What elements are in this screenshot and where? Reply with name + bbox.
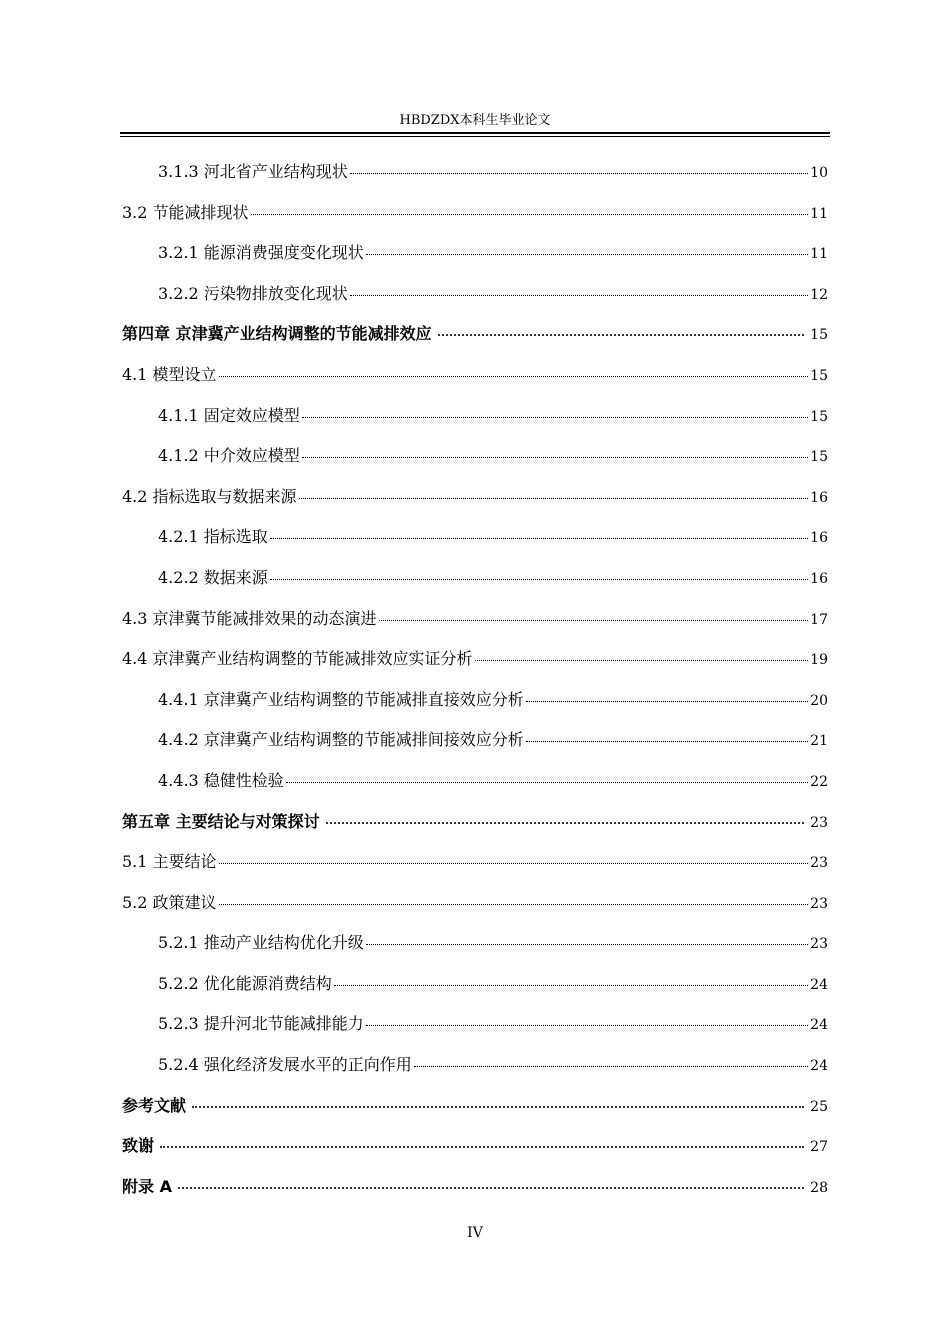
- toc-entry-title: 4.1.1 固定效应模型: [158, 405, 300, 425]
- running-header: HBDZDX本科生毕业论文: [399, 113, 551, 128]
- toc-entry-page-number: 12: [810, 286, 828, 303]
- toc-entry-page-number: 23: [810, 936, 828, 953]
- toc-dot-leader: [326, 822, 805, 824]
- toc-entry-title: 4.2.1 指标选取: [158, 527, 268, 547]
- toc-entry[interactable]: [122, 680, 828, 721]
- toc-entry-title: 4.3 京津冀节能减排效果的动态演进: [122, 608, 377, 628]
- toc-entry[interactable]: [122, 233, 828, 274]
- toc-entry-title: 4.4.2 京津冀产业结构调整的节能减排间接效应分析: [158, 730, 524, 750]
- toc-entry[interactable]: [122, 639, 828, 680]
- toc-entry-page-number: 24: [810, 976, 828, 993]
- toc-entry-title: 5.1 主要结论: [122, 852, 217, 872]
- toc-entry[interactable]: [122, 802, 828, 843]
- toc-entry-title: 3.2.1 能源消费强度变化现状: [158, 243, 364, 263]
- toc-dot-leader: [366, 1025, 808, 1026]
- toc-entry[interactable]: [122, 314, 828, 355]
- toc-entry-title: 4.2 指标选取与数据来源: [122, 486, 297, 506]
- toc-entry-page-number: 28: [810, 1179, 828, 1196]
- toc-entry-title: 4.4.3 稳健性检验: [158, 770, 284, 790]
- toc-dot-leader: [350, 173, 808, 174]
- toc-dot-leader: [334, 985, 808, 986]
- toc-entry-page-number: 16: [810, 489, 828, 506]
- toc-entry-page-number: 15: [810, 408, 828, 425]
- toc-entry-title: 3.2.2 污染物排放变化现状: [158, 283, 348, 303]
- toc-entry-title: 5.2.4 强化经济发展水平的正向作用: [158, 1055, 412, 1075]
- toc-entry[interactable]: [122, 842, 828, 883]
- toc-entry-title: 3.1.3 河北省产业结构现状: [158, 162, 348, 181]
- toc-entry-title: 4.2.2 数据来源: [158, 567, 268, 587]
- toc-dot-leader: [350, 295, 808, 296]
- toc-entry[interactable]: [122, 436, 828, 477]
- toc-dot-leader: [299, 498, 809, 499]
- toc-dot-leader: [160, 1146, 804, 1148]
- toc-entry-page-number: 15: [810, 367, 828, 384]
- toc-dot-leader: [286, 782, 808, 783]
- toc-dot-leader: [526, 701, 808, 702]
- toc-entry-page-number: 19: [810, 652, 828, 669]
- toc-dot-leader: [526, 741, 808, 742]
- toc-entry-page-number: 27: [810, 1139, 828, 1156]
- toc-entry[interactable]: [122, 923, 828, 964]
- toc-entry-page-number: 24: [810, 1058, 828, 1075]
- toc-entry-title: 4.1 模型设立: [122, 364, 217, 384]
- toc-entry-page-number: 25: [810, 1098, 828, 1115]
- page-number: IV: [467, 1225, 483, 1241]
- toc-dot-leader: [270, 579, 808, 580]
- toc-entry-title: 第四章 京津冀产业结构调整的节能减排效应: [122, 324, 432, 344]
- toc-dot-leader: [366, 254, 808, 255]
- toc-entry[interactable]: [122, 193, 828, 234]
- toc-entry-page-number: 15: [810, 449, 828, 466]
- toc-entry-page-number: 21: [810, 733, 828, 750]
- toc-entry[interactable]: [122, 1045, 828, 1086]
- toc-entry[interactable]: [122, 1126, 828, 1167]
- toc-dot-leader: [270, 538, 808, 539]
- toc-dot-leader: [219, 863, 809, 864]
- toc-dot-leader: [379, 620, 809, 621]
- toc-dot-leader: [178, 1187, 804, 1189]
- toc-entry-title: 4.1.2 中介效应模型: [158, 446, 300, 466]
- header-rule-thin: [120, 136, 830, 137]
- toc-entry[interactable]: [122, 558, 828, 599]
- toc-entry[interactable]: [122, 1004, 828, 1045]
- toc-entry-page-number: 11: [810, 205, 828, 222]
- toc-entry[interactable]: [122, 761, 828, 802]
- toc-entry[interactable]: [122, 477, 828, 518]
- toc-entry-title: 5.2 政策建议: [122, 892, 217, 912]
- toc-entry-title: 致谢: [122, 1136, 155, 1156]
- toc-entry-title: 5.2.1 推动产业结构优化升级: [158, 933, 364, 953]
- toc-dot-leader: [192, 1106, 804, 1108]
- toc-entry-page-number: 11: [810, 246, 828, 263]
- toc-entry-page-number: 20: [810, 692, 828, 709]
- toc-entry[interactable]: [122, 152, 828, 193]
- table-of-contents: [122, 152, 828, 1207]
- toc-entry[interactable]: [122, 964, 828, 1005]
- toc-entry[interactable]: [122, 720, 828, 761]
- toc-entry-title: 4.4 京津冀产业结构调整的节能减排效应实证分析: [122, 649, 473, 669]
- toc-entry-title: 附录 A: [122, 1176, 172, 1196]
- toc-entry-title: 第五章 主要结论与对策探讨: [122, 811, 320, 831]
- toc-entry[interactable]: [122, 274, 828, 315]
- toc-entry-page-number: 23: [810, 855, 828, 872]
- toc-dot-leader: [302, 457, 808, 458]
- toc-entry-page-number: 10: [810, 165, 828, 181]
- toc-dot-leader: [219, 376, 809, 377]
- toc-entry[interactable]: [122, 396, 828, 437]
- toc-dot-leader: [475, 660, 809, 661]
- toc-dot-leader: [438, 334, 805, 336]
- header-rule-thick: [120, 132, 830, 134]
- toc-entry[interactable]: [122, 883, 828, 924]
- toc-entry-page-number: 23: [810, 814, 828, 831]
- toc-dot-leader: [366, 944, 808, 945]
- toc-entry-page-number: 17: [810, 611, 828, 628]
- toc-entry[interactable]: [122, 1167, 828, 1208]
- toc-dot-leader: [414, 1066, 808, 1067]
- toc-entry-title: 5.2.2 优化能源消费结构: [158, 973, 332, 993]
- toc-entry-title: 5.2.3 提升河北节能减排能力: [158, 1014, 364, 1034]
- toc-entry-page-number: 22: [810, 773, 828, 790]
- toc-entry[interactable]: [122, 517, 828, 558]
- toc-entry-page-number: 24: [810, 1017, 828, 1034]
- toc-entry-page-number: 15: [810, 327, 828, 344]
- toc-dot-leader: [251, 214, 809, 215]
- toc-entry-page-number: 16: [810, 570, 828, 587]
- toc-entry[interactable]: [122, 355, 828, 396]
- toc-entry[interactable]: [122, 1086, 828, 1127]
- toc-entry[interactable]: [122, 599, 828, 640]
- toc-entry-title: 参考文献: [122, 1095, 187, 1115]
- toc-dot-leader: [219, 904, 809, 905]
- toc-entry-title: 3.2 节能减排现状: [122, 202, 249, 222]
- toc-entry-title: 4.4.1 京津冀产业结构调整的节能减排直接效应分析: [158, 689, 524, 709]
- toc-entry-page-number: 23: [810, 895, 828, 912]
- toc-dot-leader: [302, 417, 808, 418]
- toc-entry-page-number: 16: [810, 530, 828, 547]
